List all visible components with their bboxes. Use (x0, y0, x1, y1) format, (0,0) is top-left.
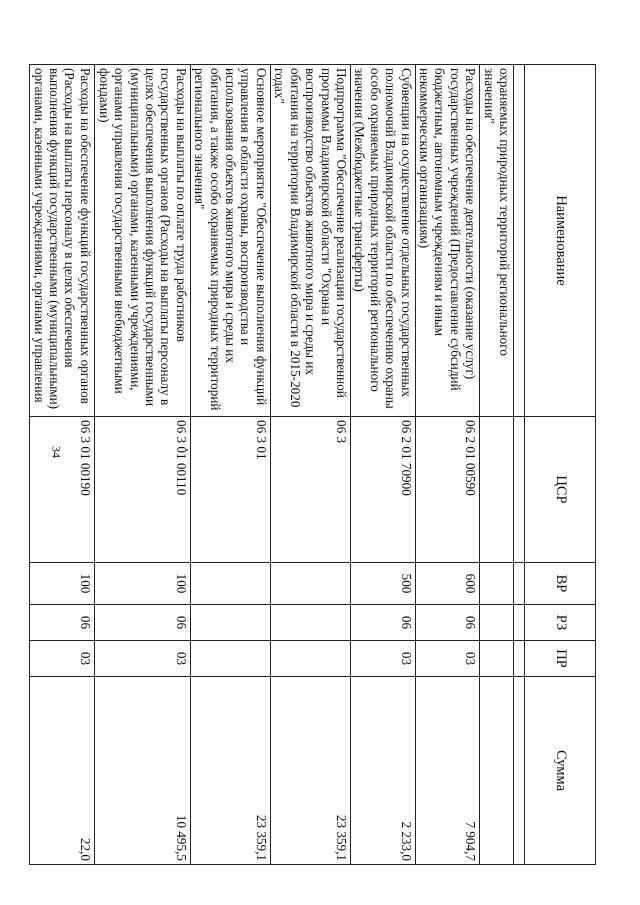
cell-name: Подпрограмма "Обеспечение реализации государственной программы Владимирской области "Охрана и воспроизводство объектов животного мира и среды их обитания на территории Владимирской области в 2015-2020 годах" (270, 65, 350, 417)
cell-pr (270, 641, 350, 677)
cell-rz: 06 (30, 605, 95, 641)
cell-pr (190, 641, 270, 677)
table-header-row (525, 65, 596, 865)
cell-pr: 03 (94, 641, 190, 677)
cell-csr: 06 2 01 00590 (415, 417, 480, 563)
cell-rz (190, 605, 270, 641)
cell-csr (480, 417, 514, 563)
cell-name: Расходы на обеспечение функций государственных органов (Расходы на выплаты персоналу в целях обеспечения выполнения функций государственными (муниципальными) органами, казенными учреждениями, органами управления (30, 65, 95, 417)
cell-csr: 06 3 01 00190 (30, 417, 95, 563)
cell-sum: 7 904,7 (415, 677, 480, 865)
header-sum: Сумма (525, 677, 596, 865)
table-row (270, 65, 350, 865)
table-row (190, 65, 270, 865)
cell-pr: 03 (415, 641, 480, 677)
cell-csr: 06 3 01 00110 (94, 417, 190, 563)
cell-csr: 06 3 01 (190, 417, 270, 563)
table-row (415, 65, 480, 865)
table-row (480, 65, 514, 865)
table-spacer-row (514, 65, 525, 865)
cell-pr: 03 (350, 641, 415, 677)
cell-sum: 23 359,1 (190, 677, 270, 865)
cell-rz: 06 (94, 605, 190, 641)
table-row (350, 65, 415, 865)
cell-rz (480, 605, 514, 641)
header-csr: ЦСР (525, 417, 596, 563)
cell-rz: 06 (415, 605, 480, 641)
cell-sum: 2 233,0 (350, 677, 415, 865)
page-number: 34 (49, 446, 64, 458)
cell-name: Расходы на обеспечение деятельности (оказание услуг) государственных учреждений (Предоставление субсидий бюджетным, автономным учреждениям и иным некоммерческим организациям) (415, 65, 480, 417)
header-name: Наименование (525, 65, 596, 417)
cell-pr (480, 641, 514, 677)
header-rz: РЗ (525, 605, 596, 641)
cell-name: Основное мероприятие "Обеспечение выполнения функций управления в области охраны, воспроизводства и использования объектов животного мира и среды их обитания, а также особо охраняемых природных территорий регионального значения" (190, 65, 270, 417)
budget-table (29, 64, 596, 865)
cell-sum: 10 495,5 (94, 677, 190, 865)
cell-vr (480, 563, 514, 605)
cell-vr (270, 563, 350, 605)
cell-rz: 06 (350, 605, 415, 641)
header-vr: ВР (525, 563, 596, 605)
cell-vr: 600 (415, 563, 480, 605)
cell-vr (190, 563, 270, 605)
cell-pr: 03 (30, 641, 95, 677)
cell-name: Расходы на выплаты по оплате труда работников государственных органов (Расходы на выплаты персоналу в целях обеспечения выполнения функций государственными (муниципальными) органами, казенными учреждениями, органами управления государственными внебюджетными фондами) (94, 65, 190, 417)
table-row (30, 65, 95, 865)
table-row (94, 65, 190, 865)
header-pr: ПР (525, 641, 596, 677)
cell-vr: 500 (350, 563, 415, 605)
cell-name: охраняемых природных территорий регионального значения" (480, 65, 514, 417)
cell-csr: 06 2 01 70900 (350, 417, 415, 563)
cell-sum (480, 677, 514, 865)
cell-sum: 22,0 (30, 677, 95, 865)
cell-vr: 100 (30, 563, 95, 605)
cell-rz (270, 605, 350, 641)
cell-vr: 100 (94, 563, 190, 605)
cell-name: Субвенции на осуществление отдельных государственных полномочий Владимирской области по обеспечению охраны особо охраняемых природных территорий регионального значения (Межбюджетные трансферты) (350, 65, 415, 417)
cell-csr: 06 3 (270, 417, 350, 563)
cell-sum: 23 359,1 (270, 677, 350, 865)
